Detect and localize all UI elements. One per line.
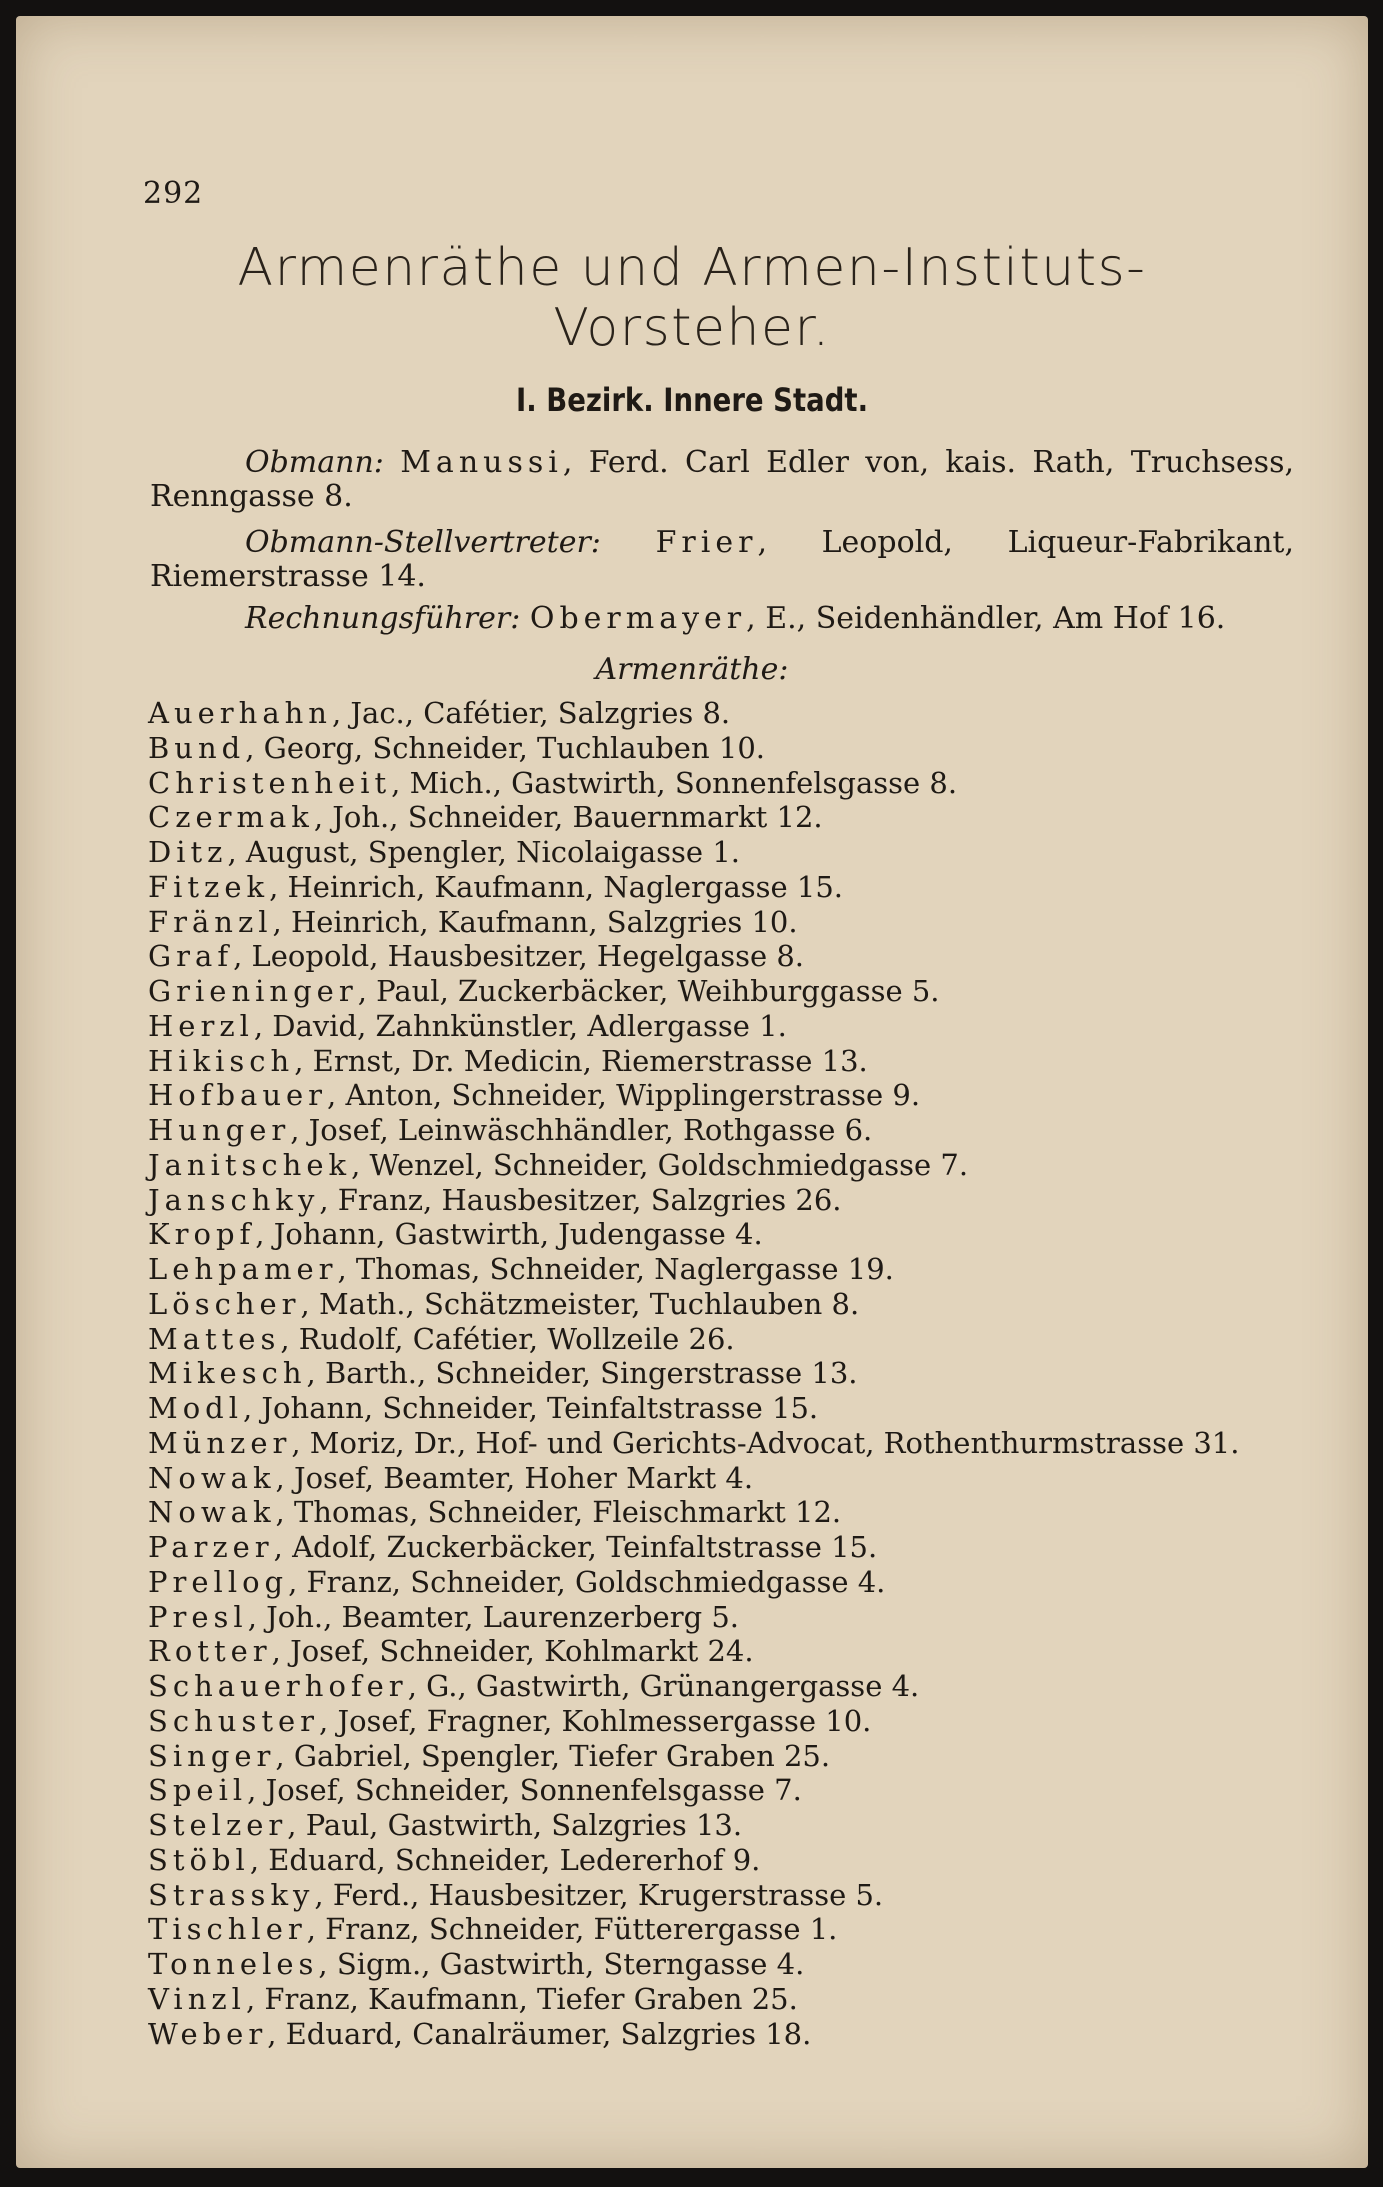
member-name: Nowak (148, 1495, 276, 1530)
member-name: Herzl (148, 1008, 254, 1043)
member-details: , Heinrich, Kaufmann, Naglergasse 15. (269, 869, 844, 904)
member-entry (148, 1217, 1239, 1252)
member-details: , Thomas, Schneider, Fleischmarkt 12. (275, 1495, 842, 1530)
member-name: Christenheit (148, 765, 392, 800)
member-name: Löscher (148, 1286, 301, 1321)
officer-name: Manussi (400, 445, 563, 480)
member-name: Hofbauer (148, 1078, 328, 1113)
member-name: Mikesch (148, 1356, 307, 1391)
member-entry (148, 1078, 1239, 1113)
officer-name: Obermayer (529, 601, 747, 636)
page-title-line-2: Vorsteher. (553, 298, 831, 358)
member-entry (148, 731, 1239, 766)
member-entry (148, 1183, 1239, 1218)
member-entry (148, 1530, 1239, 1565)
member-name: Ditz (148, 835, 228, 869)
member-name: Weber (148, 2016, 268, 2051)
member-details: , Mich., Gastwirth, Sonnenfelsgasse 8. (391, 765, 958, 800)
member-details: , Eduard, Schneider, Ledererhof 9. (249, 1842, 761, 1877)
member-details: , Jac., Cafétier, Salzgries 8. (331, 696, 731, 730)
member-details: , Wenzel, Schneider, Goldschmiedgasse 7. (351, 1147, 969, 1182)
member-entry (148, 1843, 1239, 1878)
member-entry (148, 1912, 1239, 1947)
member-entry (148, 1287, 1239, 1322)
member-entry (148, 1148, 1239, 1183)
member-name: Stöbl (148, 1842, 250, 1877)
member-details: , Josef, Leinwäschhändler, Rothgasse 6. (290, 1113, 873, 1147)
member-details: , Johann, Schneider, Teinfaltstrasse 15. (243, 1391, 819, 1425)
member-details: , Josef, Schneider, Kohlmarkt 24. (271, 1634, 754, 1669)
member-entry (148, 1669, 1239, 1704)
member-entry (148, 696, 1239, 731)
member-details: , Gabriel, Spengler, Tiefer Graben 25. (275, 1738, 831, 1773)
member-name: Presl (148, 1599, 248, 1634)
member-entry (148, 974, 1239, 1009)
officer-role: Obmann-Stellvertreter: (245, 525, 601, 560)
member-name: Fitzek (148, 869, 270, 904)
member-details: , Rudolf, Cafétier, Wollzeile 26. (280, 1321, 735, 1356)
member-entry (148, 1982, 1239, 2017)
member-entry (148, 1773, 1239, 1808)
member-name: Nowak (148, 1460, 276, 1495)
member-details: , G., Gastwirth, Grünangergasse 4. (407, 1669, 920, 1703)
members-list (148, 696, 1239, 2051)
member-name: Münzer (148, 1425, 292, 1460)
member-details: , August, Spengler, Nicolaigasse 1. (227, 835, 740, 869)
member-entry (148, 1391, 1239, 1426)
member-name: Stelzer (148, 1808, 288, 1842)
member-entry (148, 905, 1239, 940)
officer-details: , E., Seidenhändler, Am Hof 16. (746, 601, 1226, 636)
member-entry (148, 1495, 1239, 1530)
officer-entry (150, 602, 1294, 636)
member-entry (148, 1113, 1239, 1148)
member-details: , David, Zahnkünstler, Adlergasse 1. (253, 1008, 787, 1043)
member-name: Strassky (148, 1877, 315, 1912)
member-name: Grieninger (148, 974, 358, 1008)
member-entry (148, 1044, 1239, 1079)
member-entry (148, 1461, 1239, 1496)
member-name: Schauerhofer (148, 1669, 408, 1703)
member-name: Auerhahn (148, 696, 332, 730)
member-details: , Josef, Beamter, Hoher Markt 4. (275, 1460, 754, 1495)
member-entry (148, 870, 1239, 905)
member-entry (148, 1426, 1239, 1461)
officer-role: Obmann: (245, 445, 384, 480)
member-name: Modl (148, 1391, 243, 1425)
member-details: , Franz, Hausbesitzer, Salzgries 26. (319, 1182, 842, 1217)
member-entry (148, 1947, 1239, 1982)
members-heading: Armenräthe: (595, 652, 789, 687)
member-name: Janitschek (148, 1147, 352, 1182)
officer-entry (150, 446, 1294, 514)
member-details: , Johann, Gastwirth, Judengasse 4. (255, 1217, 763, 1252)
member-entry (148, 835, 1239, 870)
officer-entry (150, 526, 1294, 594)
officer-role: Rechnungsführer: (245, 601, 521, 636)
member-entry (148, 1009, 1239, 1044)
member-details: , Barth., Schneider, Singerstrasse 13. (306, 1356, 858, 1391)
member-name: Mattes (148, 1321, 281, 1356)
member-name: Tischler (148, 1912, 307, 1947)
member-details: , Joh., Schneider, Bauernmarkt 12. (313, 800, 823, 835)
member-details: , Eduard, Canalräumer, Salzgries 18. (267, 2016, 812, 2051)
member-details: , Franz, Schneider, Goldschmiedgasse 4. (288, 1564, 886, 1599)
member-name: Janschky (148, 1182, 320, 1217)
member-name: Kropf (148, 1217, 256, 1252)
member-details: , Heinrich, Kaufmann, Salzgries 10. (272, 904, 798, 939)
book-page (16, 16, 1368, 2168)
member-name: Prellog (148, 1564, 289, 1599)
member-name: Hikisch (148, 1043, 295, 1078)
district-heading: I. Bezirk. Innere Stadt. (515, 381, 869, 419)
member-name: Fränzl (148, 904, 273, 939)
page-number: 292 (143, 176, 204, 211)
member-details: , Adolf, Zuckerbäcker, Teinfaltstrasse 15. (273, 1530, 878, 1564)
member-entry (148, 939, 1239, 974)
member-details: , Georg, Schneider, Tuchlauben 10. (245, 730, 765, 765)
officer-name: Frier (655, 525, 758, 560)
member-name: Tonneles (148, 1947, 319, 1981)
member-entry (148, 800, 1239, 835)
member-details: , Anton, Schneider, Wipplingerstrasse 9. (327, 1078, 921, 1113)
member-name: Parzer (148, 1530, 274, 1564)
member-entry (148, 1704, 1239, 1739)
member-details: , Franz, Kaufmann, Tiefer Graben 25. (245, 1981, 798, 2016)
member-entry (148, 1878, 1239, 1913)
member-entry (148, 2017, 1239, 2052)
member-details: , Franz, Schneider, Fütterergasse 1. (306, 1912, 838, 1947)
member-entry (148, 1322, 1239, 1357)
member-name: Graf (148, 939, 234, 974)
member-details: , Joh., Beamter, Laurenzerberg 5. (247, 1599, 740, 1634)
member-entry (148, 1356, 1239, 1391)
member-details: , Leopold, Hausbesitzer, Hegelgasse 8. (233, 939, 805, 974)
member-entry (148, 766, 1239, 801)
member-name: Schuster (148, 1703, 320, 1738)
member-details: , Moriz, Dr., Hof- und Gerichts-Advocat, Rothenthurmstrasse 31. (291, 1425, 1240, 1460)
member-entry (148, 1808, 1239, 1843)
member-name: Rotter (148, 1634, 272, 1669)
member-entry (148, 1565, 1239, 1600)
member-details: , Ernst, Dr. Medicin, Riemerstrasse 13. (294, 1043, 868, 1078)
member-entry (148, 1600, 1239, 1635)
member-details: , Math., Schätzmeister, Tuchlauben 8. (300, 1286, 860, 1321)
member-name: Czermak (148, 800, 314, 835)
member-details: , Thomas, Schneider, Naglergasse 19. (337, 1252, 894, 1286)
member-details: , Paul, Zuckerbäcker, Weihburggasse 5. (357, 974, 940, 1008)
member-name: Singer (148, 1738, 276, 1773)
member-name: Hunger (148, 1113, 291, 1147)
member-details: , Josef, Fragner, Kohlmessergasse 10. (319, 1703, 872, 1738)
member-entry (148, 1252, 1239, 1287)
officer-details: , Ferd. Carl Edler von, kais. Rath, Truchsess, Renngasse 8. (150, 445, 1294, 514)
member-name: Lehpamer (148, 1252, 338, 1286)
member-details: , Josef, Schneider, Sonnenfelsgasse 7. (247, 1773, 802, 1808)
member-details: , Ferd., Hausbesitzer, Krugerstrasse 5. (314, 1877, 884, 1912)
member-name: Bund (148, 730, 246, 765)
member-details: , Paul, Gastwirth, Salzgries 13. (287, 1808, 743, 1842)
member-entry (148, 1634, 1239, 1669)
member-name: Speil (148, 1773, 248, 1808)
member-entry (148, 1739, 1239, 1774)
officer-details: , Leopold, Liqueur-Fabrikant, Riemerstrasse 14. (150, 525, 1294, 594)
member-details: , Sigm., Gastwirth, Sterngasse 4. (318, 1947, 805, 1981)
page-title-line-1: Armenräthe und Armen-Instituts- (237, 238, 1147, 298)
member-name: Vinzl (148, 1981, 246, 2016)
